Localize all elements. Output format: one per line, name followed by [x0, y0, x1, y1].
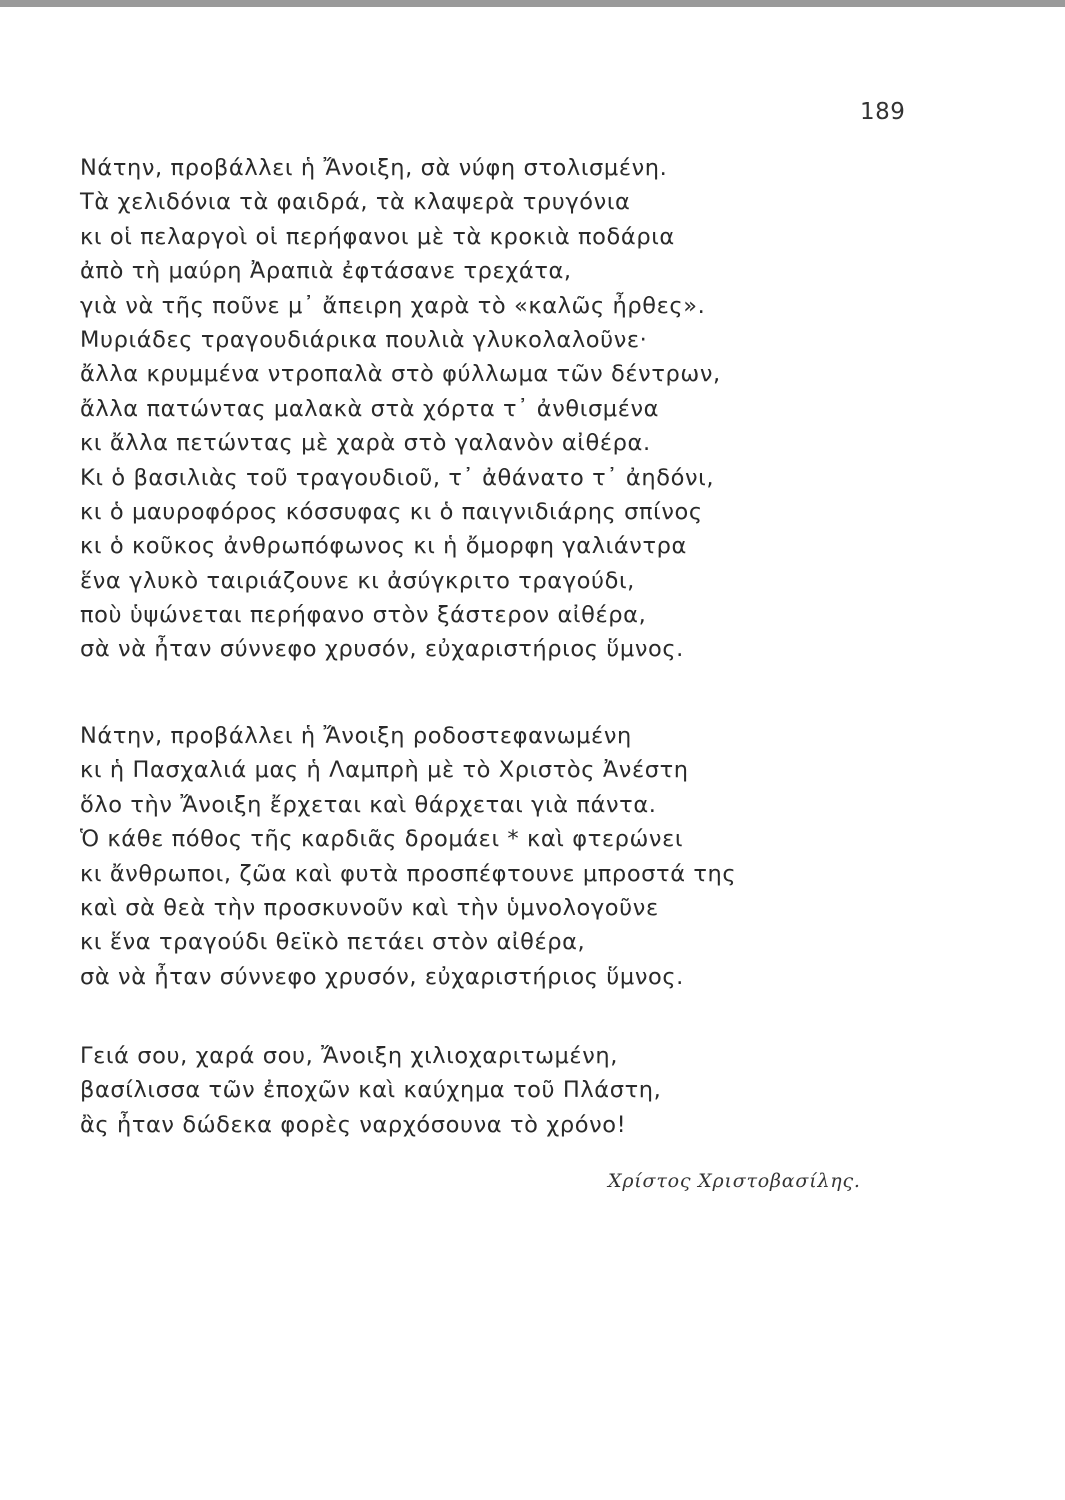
poem-line: Ὁ κάθε πόθος τῆς καρδιᾶς δρομάει * καὶ φτερώνει — [80, 826, 684, 853]
poem-line: κι ἄλλα πετώντας μὲ χαρὰ στὸ γαλανὸν αἰθέρα. — [80, 430, 651, 457]
poem-line: Νάτην, προβάλλει ἡ Ἄνοιξη ροδοστεφανωμένη — [80, 723, 632, 749]
page-number: 189 — [860, 99, 906, 125]
poem-stanza-3 — [80, 1039, 880, 1142]
poem-line: κι ἄνθρωποι, ζῶα καὶ φυτὰ προσπέφτουνε μπροστά της — [80, 860, 737, 887]
poem-line: γιὰ νὰ τῆς ποῦνε μ᾿ ἄπειρη χαρὰ τὸ «καλῶς ἦρθες». — [80, 292, 706, 319]
poem-stanza-2 — [80, 719, 880, 994]
poem-line: σὰ νὰ ἦταν σύννεφο χρυσόν, εὐχαριστήριος ὕμνος. — [80, 636, 684, 663]
poem-line: κι οἱ πελαργοὶ οἱ περήφανοι μὲ τὰ κροκιὰ ποδάρια — [80, 223, 675, 250]
author-signature: Χρίστος Χριστοβασίλης. — [608, 1170, 861, 1192]
poem-line: ὅλο τὴν Ἄνοιξη ἔρχεται καὶ θάρχεται γιὰ πάντα. — [80, 791, 657, 818]
poem-line: σὰ νὰ ἦταν σύννεφο χρυσόν, εὐχαριστήριος ὕμνος. — [80, 963, 684, 990]
poem-line: ἄλλα κρυμμένα ντροπαλὰ στὸ φύλλωμα τῶν δέντρων, — [80, 361, 721, 388]
poem-line: ἀπὸ τὴ μαύρη Ἀραπιὰ ἐφτάσανε τρεχάτα, — [80, 258, 572, 285]
poem-line: κι ἕνα τραγούδι θεϊκὸ πετάει στὸν αἰθέρα, — [80, 929, 586, 956]
poem-line: βασίλισσα τῶν ἐποχῶν καὶ καύχημα τοῦ Πλάστη, — [80, 1077, 662, 1104]
poem-line: Κι ὁ βασιλιὰς τοῦ τραγουδιοῦ, τ᾿ ἀθάνατο τ᾿ ἀηδόνι, — [80, 464, 715, 491]
poem-line: Γειά σου, χαρά σου, Ἄνοιξη χιλιοχαριτωμένη, — [80, 1043, 618, 1069]
poem-line: Νάτην, προβάλλει ἡ Ἄνοιξη, σὰ νύφη στολισμένη. — [80, 155, 668, 181]
poem-line: ἂς ἦταν δώδεκα φορὲς ναρχόσουνα τὸ χρόνο! — [80, 1111, 627, 1138]
poem-line: κι ἡ Πασχαλιά μας ἡ Λαμπρὴ μὲ τὸ Χριστὸς Ἀνέστη — [80, 757, 689, 784]
poem-line: ἕνα γλυκὸ ταιριάζουνε κι ἀσύγκριτο τραγούδι, — [80, 567, 635, 594]
poem-line: ποὺ ὑψώνεται περήφανο στὸν ξάστερον αἰθέρα, — [80, 602, 647, 629]
page-top-edge — [0, 0, 1065, 7]
poem-line: καὶ σὰ θεὰ τὴν προσκυνοῦν καὶ τὴν ὑμνολογοῦνε — [80, 894, 659, 921]
poem-line: κι ὁ μαυροφόρος κόσσυφας κι ὁ παιγνιδιάρης σπίνος — [80, 498, 703, 525]
poem-line: Μυριάδες τραγουδιάρικα πουλιὰ γλυκολαλοῦνε· — [80, 326, 648, 353]
poem-stanza-1 — [80, 151, 880, 667]
poem-line: κι ὁ κοῦκος ἀνθρωπόφωνος κι ἡ ὄμορφη γαλιάντρα — [80, 533, 687, 560]
poem-line: ἄλλα πατώντας μαλακὰ στὰ χόρτα τ᾿ ἀνθισμένα — [80, 395, 660, 422]
poem-line: Τὰ χελιδόνια τὰ φαιδρά, τὰ κλαψερὰ τρυγόνια — [80, 189, 631, 216]
